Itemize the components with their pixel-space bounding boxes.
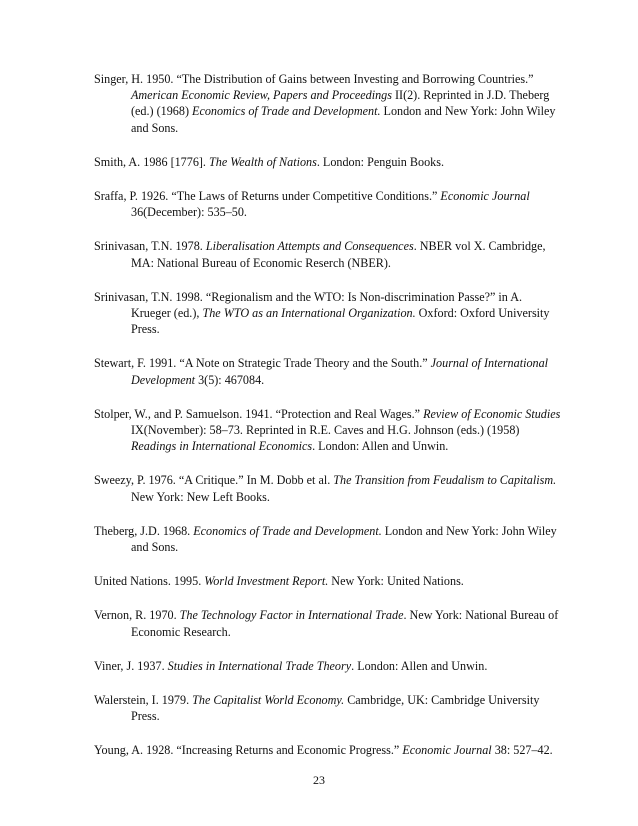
reference-entry	[94, 406, 564, 455]
reference-text: Walerstein, I. 1979.	[94, 693, 193, 708]
reference-text: New York: New Left Books.	[131, 489, 270, 504]
reference-text: Sraffa, P. 1926. “The Laws of Returns under Competitive Conditions.”	[94, 189, 441, 204]
reference-entry	[94, 238, 564, 270]
reference-text: London and New York: John Wiley and Sons.	[131, 523, 557, 555]
reference-text: Stolper, W., and P. Samuelson. 1941. “Protection and Real Wages.”	[94, 406, 424, 421]
reference-title-italic: Readings in International Economics	[131, 439, 313, 454]
reference-text: Vernon, R. 1970.	[94, 608, 180, 623]
reference-entry	[94, 523, 564, 555]
reference-entry	[94, 355, 564, 387]
reference-text: Stewart, F. 1991. “A Note on Strategic Trade Theory and the South.”	[94, 356, 431, 371]
reference-text: . NBER vol X. Cambridge, MA: National Bureau of Economic Reserch (NBER).	[131, 239, 546, 270]
reference-entry	[94, 607, 564, 639]
reference-text: Theberg, J.D. 1968.	[94, 523, 194, 538]
reference-title-italic: Liberalisation Attempts and Consequences	[205, 239, 414, 254]
reference-title-italic: Economics of Trade and Development.	[193, 523, 382, 538]
reference-text: New York: United Nations.	[328, 574, 464, 589]
reference-text: . New York: National Bureau of Economic Research.	[131, 608, 559, 639]
reference-text: Oxford: Oxford University Press.	[131, 306, 550, 337]
reference-text: 38: 527–42.	[491, 743, 553, 758]
reference-text: Viner, J. 1937.	[94, 658, 168, 673]
reference-list	[94, 71, 564, 777]
reference-text: Singer, H. 1950. “The Distribution of Gains between Investing and Borrowing Countries.”	[94, 72, 534, 86]
reference-title-italic: The Capitalist World Economy.	[192, 693, 345, 708]
reference-text: Srinivasan, T.N. 1998. “Regionalism and the WTO: Is Non-discrimination Passe?” in A. Krueger (ed.),	[94, 289, 523, 321]
reference-text: II(2). Reprinted in J.D. Theberg (ed.) (1968)	[131, 88, 550, 119]
reference-entry	[94, 742, 564, 758]
reference-title-italic: Studies in International Trade Theory	[167, 658, 352, 673]
reference-entry	[94, 692, 564, 724]
reference-entry	[94, 573, 564, 589]
reference-text: Young, A. 1928. “Increasing Returns and Economic Progress.”	[94, 743, 403, 758]
reference-title-italic: American Economic Review, Papers and Proceedings	[131, 88, 392, 103]
reference-text: IX(November): 58–73. Reprinted in R.E. Caves and H.G. Johnson (eds.) (1958)	[131, 423, 520, 438]
reference-text: London and New York: John Wiley and Sons.	[131, 104, 556, 135]
reference-entry	[94, 188, 564, 220]
reference-text: Srinivasan, T.N. 1978.	[94, 239, 206, 254]
reference-text: 3(5): 467084.	[195, 372, 265, 387]
reference-title-italic: World Investment Report.	[204, 574, 329, 589]
reference-text: . London: Allen and Unwin.	[312, 439, 449, 454]
reference-title-italic: The Wealth of Nations	[209, 154, 317, 169]
reference-entry	[94, 472, 564, 504]
reference-text: . London: Penguin Books.	[316, 154, 444, 169]
reference-text: Smith, A. 1986 [1776].	[94, 154, 210, 169]
reference-title-italic: Economic Journal	[440, 189, 530, 204]
reference-text: . London: Allen and Unwin.	[351, 658, 488, 673]
reference-title-italic: The WTO as an International Organization.	[202, 306, 416, 321]
page-number: 23	[313, 773, 325, 787]
reference-entry	[94, 71, 564, 136]
reference-title-italic: Economics of Trade and Development.	[192, 104, 381, 119]
reference-title-italic: Economic Journal	[402, 743, 492, 758]
reference-entry	[94, 289, 564, 338]
reference-title-italic: The Transition from Feudalism to Capitalism.	[333, 473, 557, 488]
reference-text: Sweezy, P. 1976. “A Critique.” In M. Dobb et al.	[94, 473, 334, 488]
reference-title-italic: The Technology Factor in International Trade	[179, 608, 404, 623]
reference-text: United Nations. 1995.	[94, 574, 205, 589]
reference-text: 36(December): 535–50.	[131, 205, 247, 220]
reference-entry	[94, 658, 564, 674]
reference-entry	[94, 154, 564, 170]
reference-text: Cambridge, UK: Cambridge University Press.	[131, 693, 540, 724]
reference-title-italic: Journal of International Development	[131, 356, 549, 387]
reference-title-italic: Review of Economic Studies	[423, 406, 561, 421]
